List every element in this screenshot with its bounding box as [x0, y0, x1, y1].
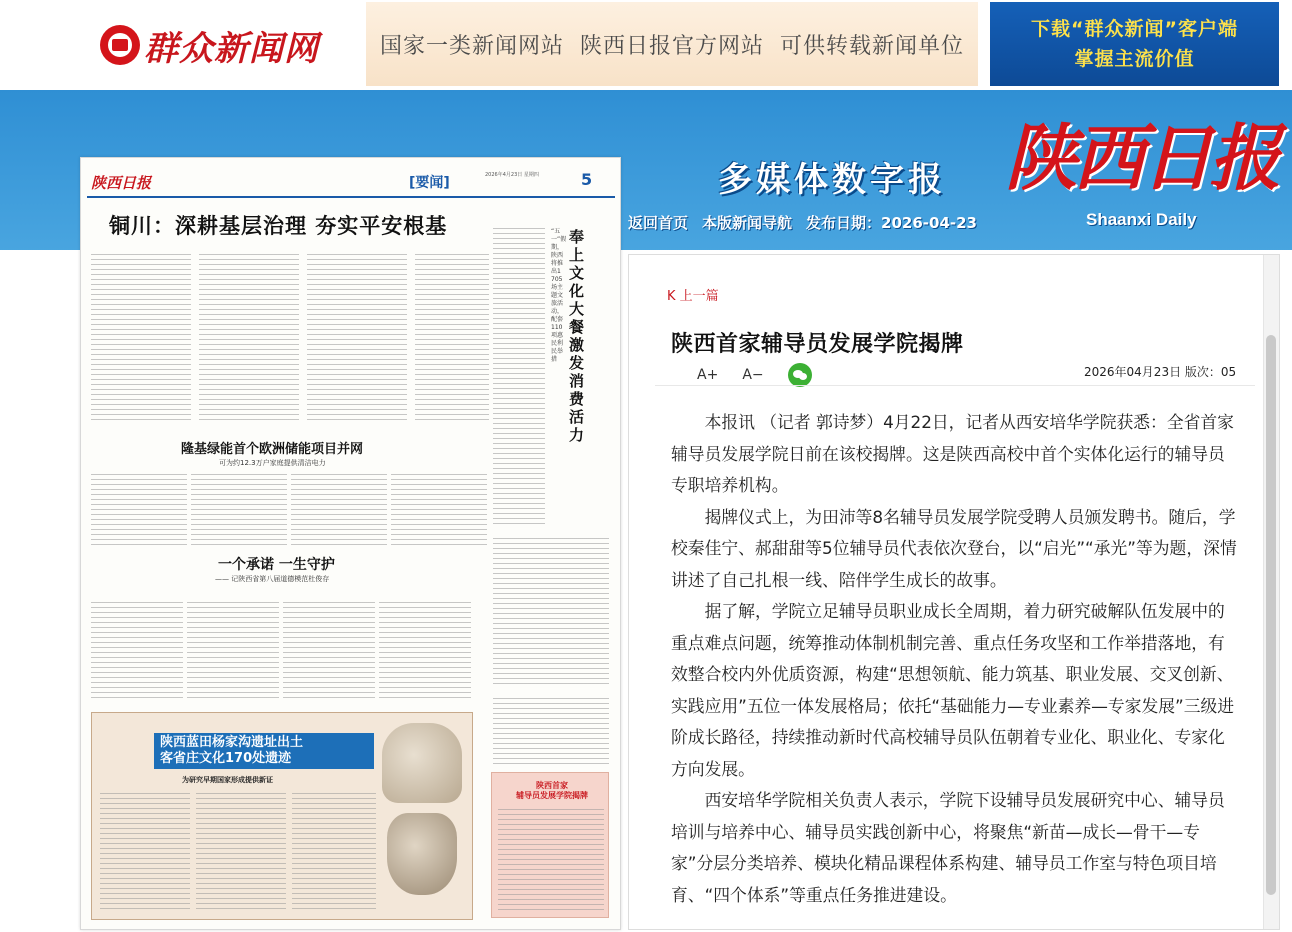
slogan-banner: [366, 2, 978, 86]
paper-page-number: 5: [581, 170, 593, 189]
paper-text-block: [498, 809, 604, 913]
article-paragraph: 据了解，学院立足辅导员职业成长全周期，着力研究破解队伍发展中的重点难点问题，统筹推动体制机制完善、重点任务攻坚和工作举措落地，有效整合校内外优质资源，构建“思想领航、能力筑基、职业发展、交叉创新、实践应用”五位一体发展格局；依托“基础能力—专业素养—专家发展”三级进阶成长路径，持续推动新时代高校辅导员队伍朝着专业化、职业化、专家化方向发展。: [671, 601, 1235, 779]
digital-paper-title: 多媒体数字报: [718, 160, 946, 200]
paper-text-block: [493, 698, 609, 768]
site-logo[interactable]: [100, 18, 319, 72]
article-paragraph: 揭牌仪式上，为田沛等8名辅导员发展学院受聘人员颁发聘书。随后，学校秦佳宁、郝甜甜等5位辅导员代表依次登台，以“启光”“承光”等为题，深情讲述了自己扎根一线、陪伴学生成长的故事。: [671, 506, 1237, 590]
nav-home-link[interactable]: 返回首页: [628, 214, 689, 232]
paper-date-line: 2026年4月23日 星期四: [485, 172, 539, 178]
logo-text: 群众新闻网: [144, 28, 319, 69]
slogan-text: 国家一类新闻网站 陕西日报官方网站 可供转载新闻单位: [380, 33, 964, 59]
paper-text-block: [307, 254, 407, 424]
top-banner-bar: [0, 0, 1292, 90]
pub-date-label: 发布日期：: [806, 214, 882, 232]
font-increase-button[interactable]: A+: [697, 367, 719, 383]
pottery-photo: [387, 813, 457, 895]
paper-text-block: [493, 538, 609, 688]
paper-text-block: [283, 602, 375, 702]
logo-emblem-icon: [100, 25, 140, 65]
paper-text-block: [391, 474, 487, 546]
app-download-banner[interactable]: [990, 2, 1279, 86]
prev-article-label: 上一篇: [679, 289, 719, 304]
pub-date-value: 2026-04-23: [881, 214, 977, 232]
wechat-share-icon[interactable]: [788, 363, 812, 387]
paper-headline-link[interactable]: 铜川：深耕基层治理 夯实平安根基: [109, 214, 448, 238]
paper-feature-box-link[interactable]: [91, 712, 473, 920]
app-banner-line2: 掌握主流价值: [1074, 48, 1195, 70]
paper-header-rule: [87, 196, 615, 198]
paper-text-block: [291, 474, 387, 546]
paper-text-block: [493, 228, 545, 528]
paper-headline-3-link[interactable]: 一个承诺 一生守护: [218, 557, 335, 573]
paper-feature-subtitle: 为研究早期国家形成提供新证: [182, 776, 273, 784]
paper-headline-2-link[interactable]: 隆基绿能首个欧洲储能项目并网: [181, 442, 364, 457]
masthead-logo: 陕西日报: [1005, 115, 1278, 200]
paper-section-label: [要闻]: [409, 175, 450, 191]
prev-article-link[interactable]: [667, 285, 719, 304]
paper-feature-title: 陕西蓝田杨家沟遗址出土 客省庄文化170处遗迹: [154, 733, 374, 769]
top-nav: [628, 212, 977, 233]
prev-arrow-icon: K: [667, 289, 680, 304]
paper-text-block: [91, 602, 183, 702]
nav-pub-date: [806, 212, 977, 233]
paper-text-block: [415, 254, 489, 424]
newspaper-page-image[interactable]: [80, 157, 621, 930]
article-date-page: 2026年04月23日 版次：05: [1084, 365, 1237, 379]
paper-vertical-headline-link[interactable]: 奉上文化大餐 激发消费活力: [569, 228, 585, 444]
paper-vertical-subhead: “五一”假期，陕西将推出1705场主题文旅活动，配套110项惠民利民举措: [551, 228, 567, 363]
paper-text-block: [379, 602, 471, 702]
paper-text-block: [100, 793, 190, 911]
paper-subhead-2: 可为约12.3万户家庭提供清洁电力: [219, 459, 326, 467]
paper-text-block: [196, 793, 286, 911]
article-panel: [628, 254, 1280, 930]
paper-masthead: 陕西日报: [91, 174, 152, 192]
paper-text-block: [187, 602, 279, 702]
article-toolbar: [697, 363, 812, 387]
font-decrease-button[interactable]: A−: [742, 367, 764, 383]
nav-page-nav-link[interactable]: 本版新闻导航: [702, 214, 793, 232]
paper-text-block: [91, 254, 191, 424]
paper-text-block: [292, 793, 376, 911]
paper-current-article-title: 陕西首家 辅导员发展学院揭牌: [516, 781, 588, 800]
article-paragraph: 本报讯 （记者 郭诗梦）4月22日，记者从西安培华学院获悉：全省首家辅导员发展学院日前在该校揭牌。这是陕西高校中首个实体化运行的辅导员专职培养机构。: [671, 412, 1234, 495]
article-scrollbar-thumb[interactable]: [1266, 335, 1276, 895]
paper-subhead-3: —— 记陕西省第八届道德模范杜俊存: [215, 575, 330, 583]
masthead-english: Shaanxi Daily: [1086, 210, 1197, 229]
article-divider: [655, 385, 1255, 386]
paper-current-article-highlight[interactable]: [491, 772, 609, 918]
app-banner-line1: 下载“群众新闻”客户端: [1031, 18, 1238, 40]
article-title: 陕西首家辅导员发展学院揭牌: [671, 332, 964, 357]
article-body: [671, 407, 1239, 911]
paper-text-block: [91, 474, 187, 546]
paper-text-block: [199, 254, 299, 424]
pottery-photo: [382, 723, 462, 803]
paper-text-block: [191, 474, 287, 546]
article-paragraph: 西安培华学院相关负责人表示，学院下设辅导员发展研究中心、辅导员培训与培养中心、辅导员实践创新中心，将聚焦“新苗—成长—骨干—专家”分层分类培养、模块化精品课程体系构建、辅导员工作室与特色项目培育、“四个体系”等重点任务推进建设。: [671, 790, 1225, 905]
